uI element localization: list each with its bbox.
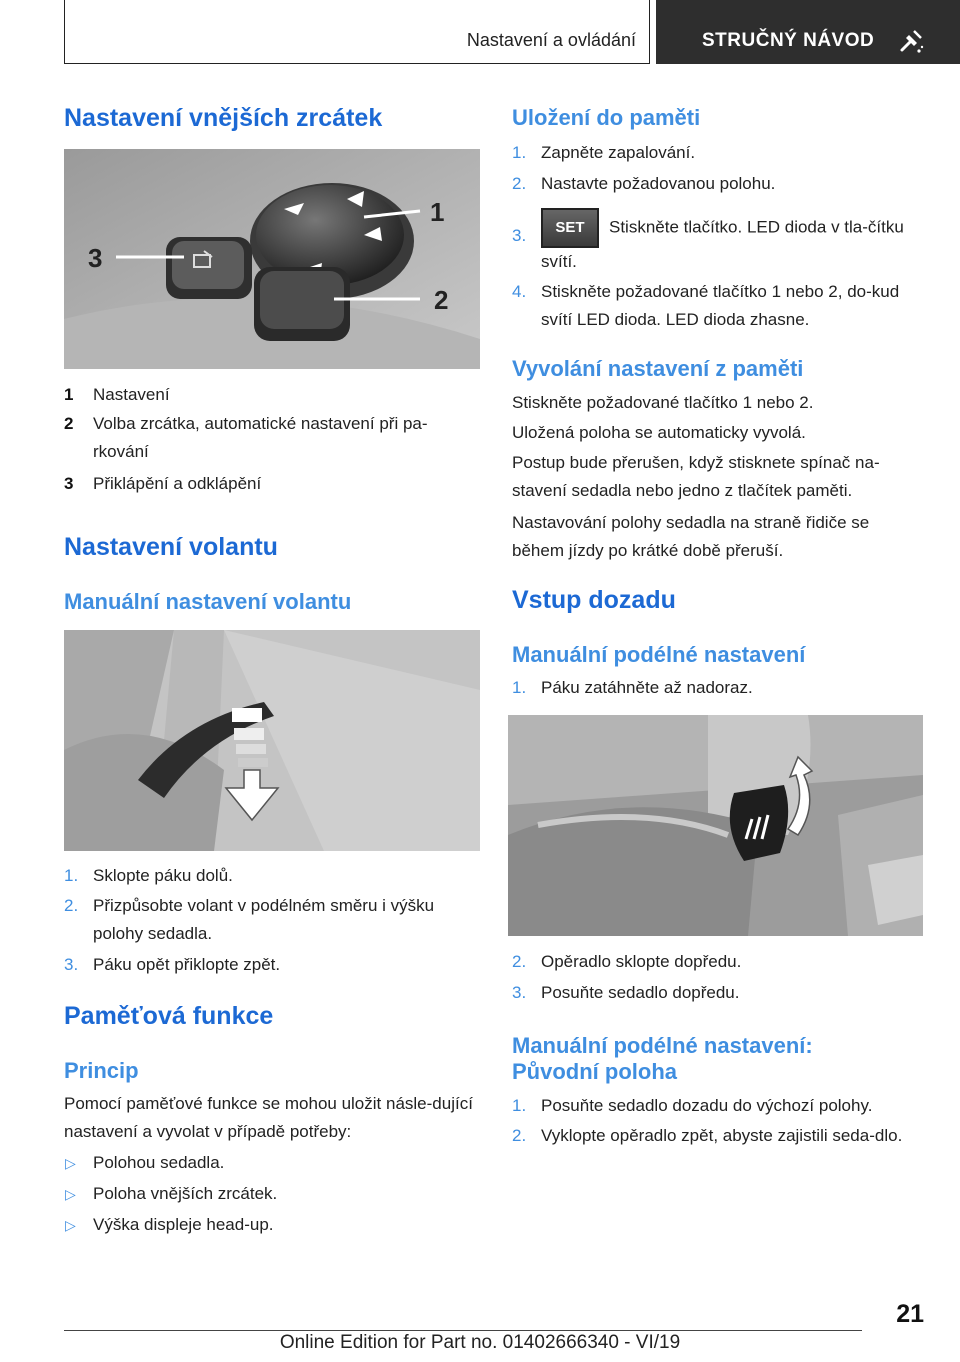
principle-heading: Princip xyxy=(64,1058,139,1083)
step-text: Stiskněte tlačítko. LED dioda v tla‐čítku svítí. xyxy=(541,217,904,271)
step-number: 2. xyxy=(512,1126,527,1145)
rear-subheading-2b: Původní poloha xyxy=(512,1059,677,1084)
step-number: 2. xyxy=(512,952,527,971)
list-item xyxy=(64,862,480,890)
list-item xyxy=(512,1122,924,1150)
list-item xyxy=(64,470,480,498)
list-item xyxy=(64,381,480,409)
step-text: Nastavte požadovanou polohu. xyxy=(541,174,776,193)
list-item xyxy=(512,278,924,334)
bullet-triangle-icon: ▷ xyxy=(65,1217,76,1233)
step-number: 1. xyxy=(512,678,527,697)
item-text: Přiklápění a odklápění xyxy=(93,474,262,493)
mirror-controls-image xyxy=(64,149,480,369)
quick-guide-icon xyxy=(898,28,924,54)
step-text: Přizpůsobte volant v podélném směru i výšku polohy sedadla. xyxy=(93,896,435,943)
list-item xyxy=(64,410,480,466)
list-item xyxy=(64,1149,480,1177)
item-text: Volba zrcátka, automatické nastavení při pa‐rkování xyxy=(93,414,428,461)
callout-2: 2 xyxy=(434,285,449,315)
wheel-heading: Nastavení volantu xyxy=(64,533,278,561)
step-number: 3. xyxy=(512,226,527,245)
step-number: 2. xyxy=(64,896,79,915)
step-text: Vyklopte opěradlo zpět, abyste zajistili seda‐dlo. xyxy=(541,1126,903,1145)
principle-text: Pomocí paměťové funkce se mohou uložit násle‐dující nastavení a vyvolat v případě potřeby: xyxy=(64,1094,473,1141)
bullet-text: Poloha vnějších zrcátek. xyxy=(93,1184,278,1203)
list-item xyxy=(512,170,924,198)
step-text: Stiskněte požadované tlačítko 1 nebo 2, do‐kud svítí LED dioda. LED dioda zhasne. xyxy=(541,282,900,329)
header-badge-label: STRUČNÝ NÁVOD xyxy=(702,30,875,51)
list-item xyxy=(512,139,924,167)
recall-paragraph: Uložená poloha se automaticky vyvolá. xyxy=(512,423,806,442)
footer-divider xyxy=(64,1330,862,1331)
list-item xyxy=(64,1211,480,1239)
header-section-title: Nastavení a ovládání xyxy=(466,30,636,50)
list-item xyxy=(512,208,924,276)
memory-heading: Paměťová funkce xyxy=(64,1002,274,1030)
bullet-text: Polohou sedadla. xyxy=(93,1153,225,1172)
step-text: Sklopte páku dolů. xyxy=(93,866,233,885)
wheel-subheading: Manuální nastavení volantu xyxy=(64,589,352,614)
rear-heading: Vstup dozadu xyxy=(512,586,676,614)
recall-paragraph: Postup bude přerušen, když stisknete spínač na‐stavení sedadla nebo jedno z tlačítek paměti. xyxy=(512,453,880,500)
step-text: Páku zatáhněte až nadoraz. xyxy=(541,678,753,697)
item-number: 1 xyxy=(64,385,74,404)
step-number: 1. xyxy=(512,1096,527,1115)
store-heading: Uložení do paměti xyxy=(512,105,701,130)
item-text: Nastavení xyxy=(93,385,170,404)
item-number: 2 xyxy=(64,414,74,433)
list-item xyxy=(512,674,924,702)
step-number: 1. xyxy=(64,866,79,885)
footer-edition: Online Edition for Part no. 01402666340 - VI/19 xyxy=(279,1332,681,1353)
step-number: 3. xyxy=(512,983,527,1002)
list-item xyxy=(64,1180,480,1208)
list-item xyxy=(64,892,480,948)
step-text: Páku opět přiklopte zpět. xyxy=(93,955,281,974)
set-button-icon: SET xyxy=(541,208,599,248)
list-item xyxy=(512,948,924,976)
callout-3: 3 xyxy=(88,243,103,273)
step-number: 1. xyxy=(512,143,527,162)
callout-1: 1 xyxy=(430,197,445,227)
page-number: 21 xyxy=(896,1300,924,1328)
steering-lever-image xyxy=(64,630,480,851)
mirrors-heading: Nastavení vnějších zrcátek xyxy=(64,104,383,132)
seat-lever-image xyxy=(508,715,923,936)
rear-subheading-1: Manuální podélné nastavení xyxy=(512,642,806,667)
bullet-triangle-icon: ▷ xyxy=(65,1155,76,1171)
step-text: Zapněte zapalování. xyxy=(541,143,696,162)
bullet-triangle-icon: ▷ xyxy=(65,1186,76,1202)
list-item xyxy=(64,951,480,979)
step-text: Posuňte sedadlo dozadu do výchozí polohy. xyxy=(541,1096,873,1115)
step-number: 3. xyxy=(64,955,79,974)
step-text: Opěradlo sklopte dopředu. xyxy=(541,952,742,971)
recall-paragraph: Nastavování polohy sedadla na straně řidiče se během jízdy po krátké době přeruší. xyxy=(512,513,870,560)
list-item xyxy=(512,1092,924,1120)
item-number: 3 xyxy=(64,474,74,493)
rear-subheading-2a: Manuální podélné nastavení: xyxy=(512,1033,813,1058)
step-number: 4. xyxy=(512,282,527,301)
step-text: Posuňte sedadlo dopředu. xyxy=(541,983,740,1002)
recall-heading: Vyvolání nastavení z paměti xyxy=(512,356,804,381)
recall-paragraph: Stiskněte požadované tlačítko 1 nebo 2. xyxy=(512,393,814,412)
step-number: 2. xyxy=(512,174,527,193)
bullet-text: Výška displeje head-up. xyxy=(93,1215,274,1234)
header-badge xyxy=(656,0,960,64)
list-item xyxy=(512,979,924,1007)
